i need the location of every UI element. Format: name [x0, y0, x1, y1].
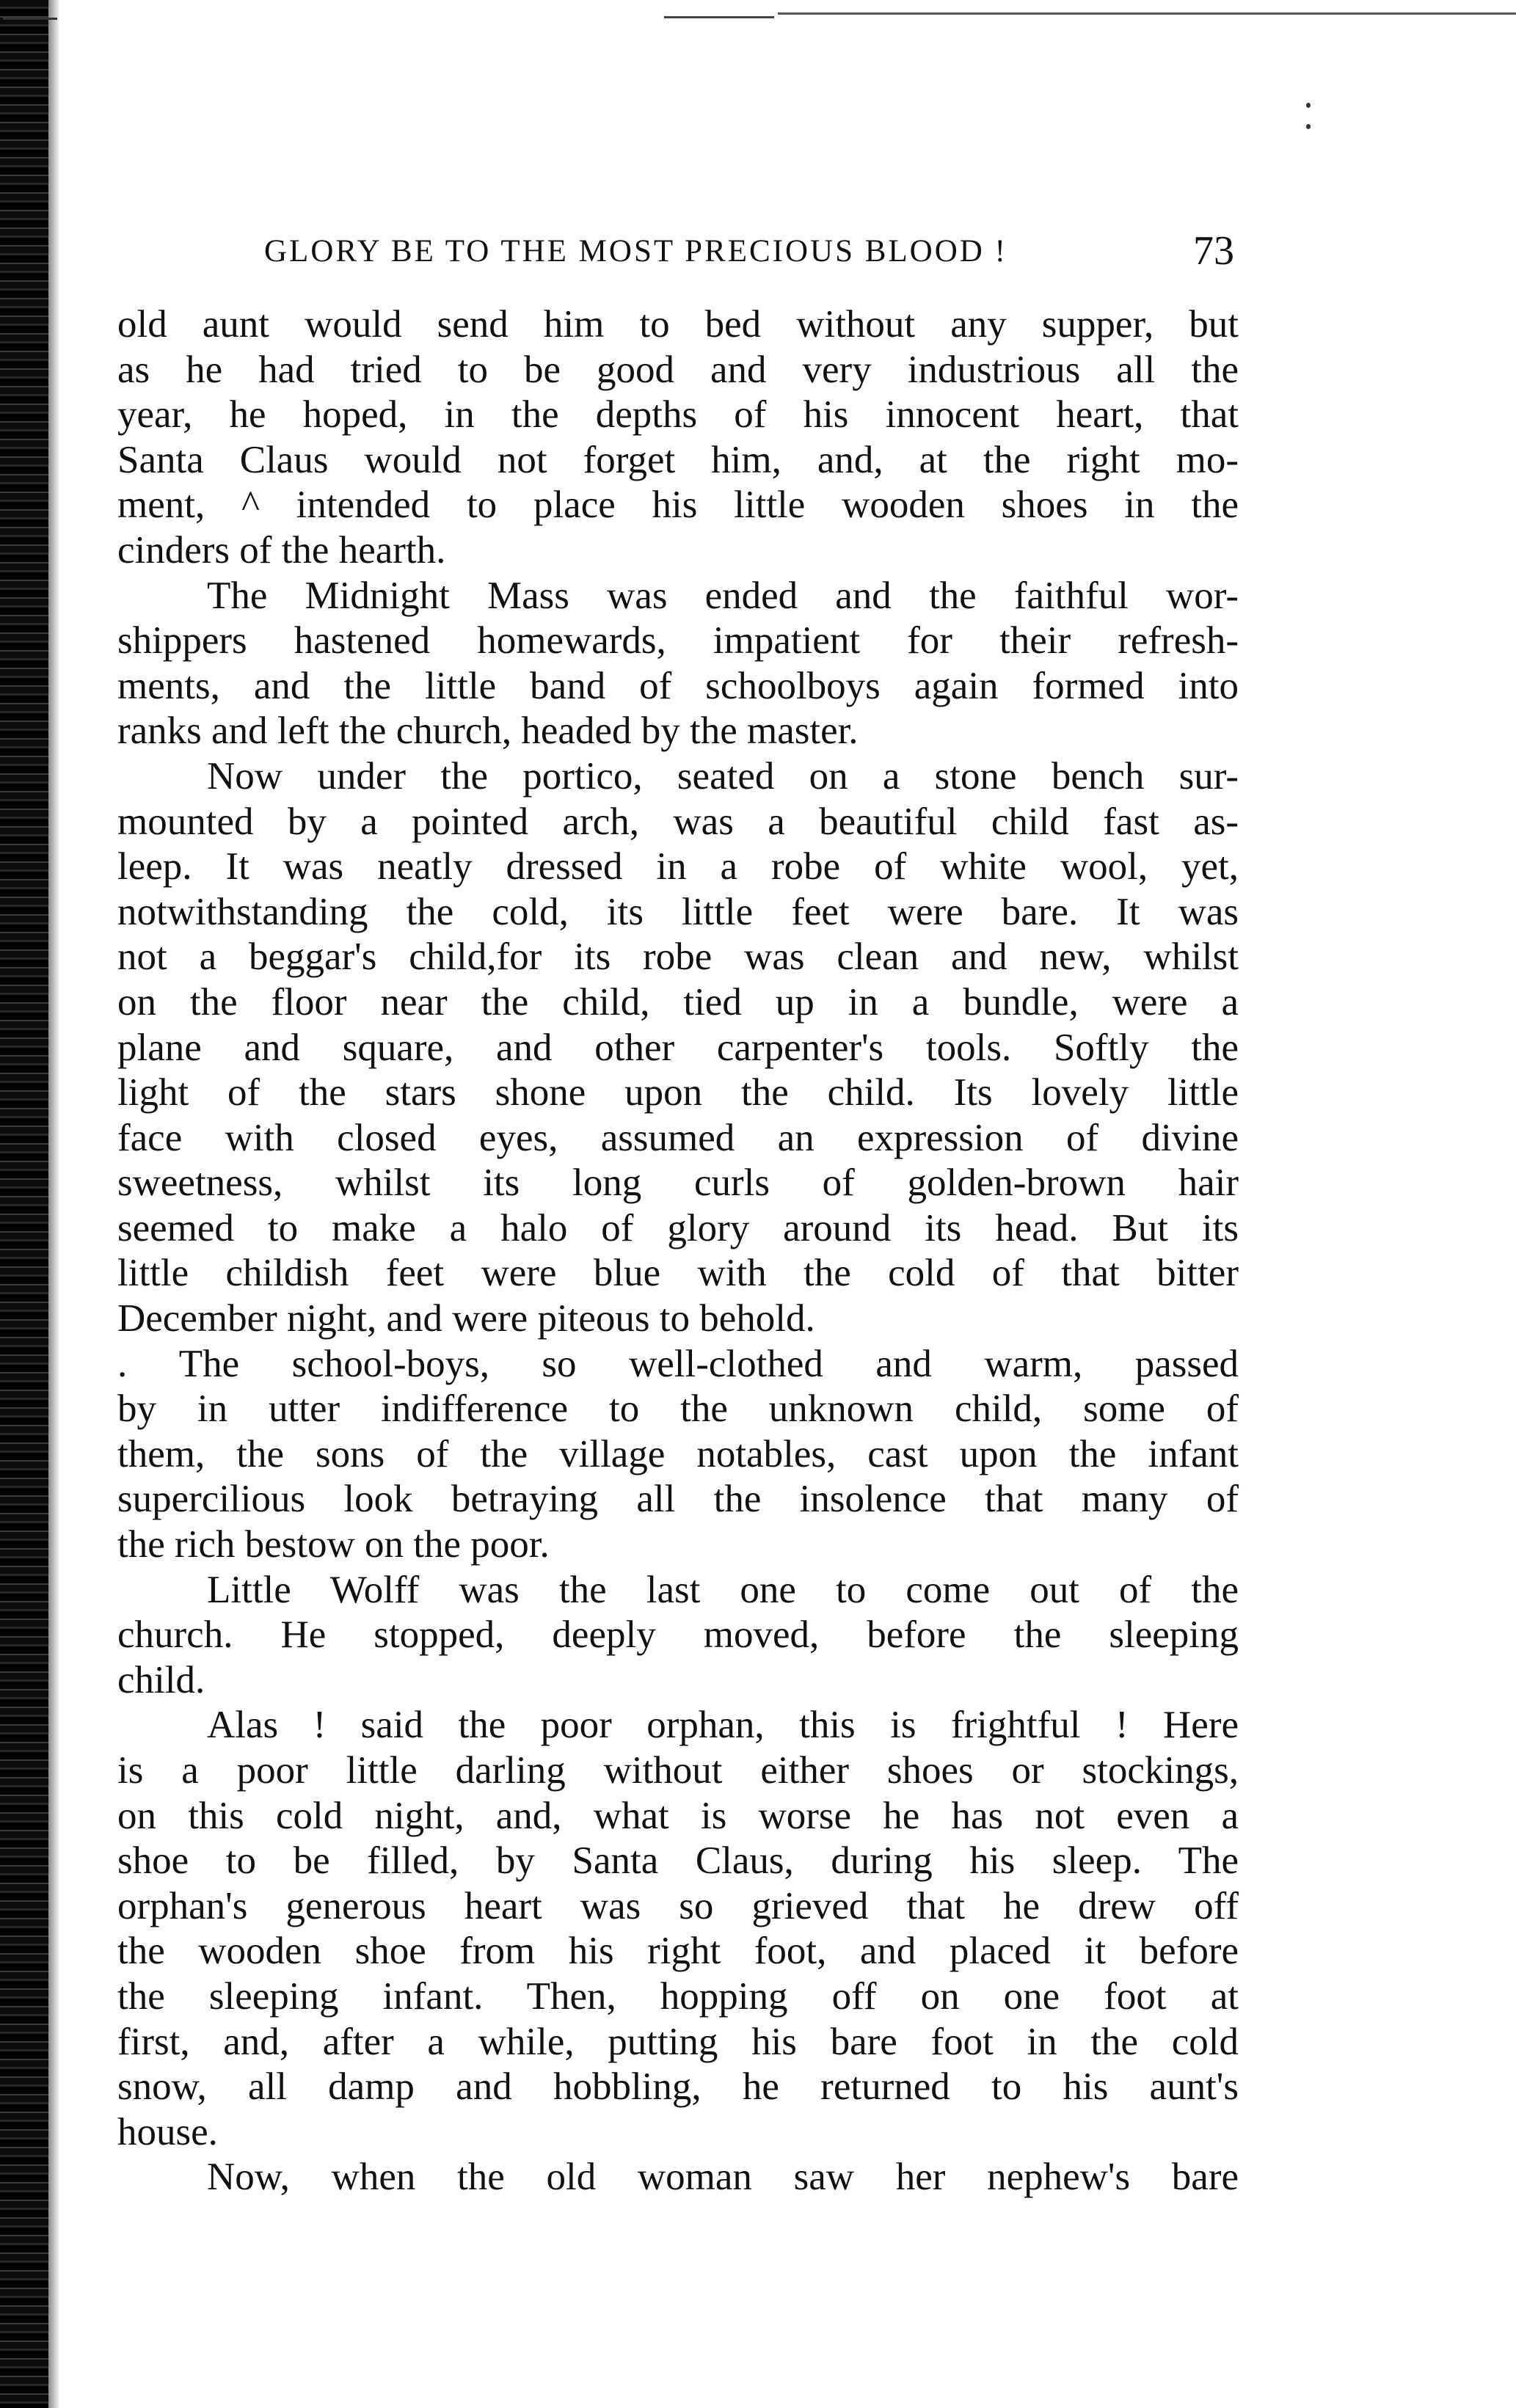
text-line: December night, and were piteous to behold. [117, 1297, 815, 1340]
text-line: shippers hastened homewards, impatient for their refresh- [117, 619, 1239, 663]
text-line: them, the sons of the village notables, cast upon the infant [117, 1432, 1239, 1475]
text-line: is a poor little darling without either shoes or stockings, [117, 1749, 1239, 1792]
text-line: face with closed eyes, assumed an expression of divine [117, 1116, 1239, 1159]
text-line: orphan's generous heart was so grieved that he drew off [117, 1884, 1239, 1927]
text-line: Little Wolff was the last one to come out of the [207, 1568, 1239, 1611]
text-line: Now under the portico, seated on a stone bench sur- [207, 754, 1239, 798]
text-line: Alas ! said the poor orphan, this is frightful ! Here [207, 1704, 1239, 1747]
text-line: notwithstanding the cold, its little feet were bare. It was [117, 890, 1239, 933]
text-line: house. [117, 2110, 218, 2153]
text-line: plane and square, and other carpenter's tools. Softly the [117, 1026, 1239, 1069]
text-line: The Midnight Mass was ended and the faithful wor- [207, 574, 1239, 617]
text-line: child. [117, 1658, 205, 1701]
text-line: Now, when the old woman saw her nephew's bare [207, 2156, 1239, 2199]
text-line: old aunt would send him to bed without any supper, but [117, 303, 1239, 346]
text-line: ranks and left the church, headed by the master. [117, 709, 859, 753]
text-line: not a beggar's child,for its robe was clean and new, whilst [117, 935, 1239, 979]
text-line: on this cold night, and, what is worse he has not even a [117, 1794, 1239, 1837]
text-line: seemed to make a halo of glory around its head. But its [117, 1206, 1239, 1249]
text-line: the sleeping infant. Then, hopping off on one foot at [117, 1974, 1239, 2018]
top-scan-rule [664, 16, 774, 18]
text-line: little childish feet were blue with the cold of that bitter [117, 1252, 1239, 1295]
text-line: ments, and the little band of schoolboys again formed into [117, 664, 1239, 707]
text-line: ment, ^ intended to place his little wooden shoes in the [117, 484, 1239, 527]
scan-corner-mark [3, 18, 57, 20]
text-line: the rich bestow on the poor. [117, 1523, 550, 1566]
text-line: year, he hoped, in the depths of his innocent heart, that [117, 393, 1239, 437]
text-line: Santa Claus would not forget him, and, at the right mo- [117, 438, 1239, 481]
text-line: mounted by a pointed arch, was a beautiful child fast as- [117, 800, 1239, 843]
text-line: leep. It was neatly dressed in a robe of white wool, yet, [117, 845, 1239, 889]
text-line: supercilious look betraying all the insolence that many of [117, 1478, 1239, 1521]
top-scan-rule [778, 12, 1516, 15]
text-line: sweetness, whilst its long curls of golden-brown hair [117, 1161, 1239, 1205]
text-line: snow, all damp and hobbling, he returned to his aunt's [117, 2065, 1239, 2109]
text-line: cinders of the hearth. [117, 528, 446, 572]
text-line: light of the stars shone upon the child. Its lovely little [117, 1071, 1239, 1114]
text-line: the wooden shoe from his right foot, and placed it before [117, 1930, 1239, 1973]
text-line: church. He stopped, deeply moved, before the sleeping [117, 1613, 1239, 1657]
body-text [117, 302, 1239, 2200]
running-head: GLORY BE TO THE MOST PRECIOUS BLOOD ! [264, 234, 1007, 269]
text-line: first, and, after a while, putting his bare foot in the cold [117, 2020, 1239, 2063]
text-line: shoe to be filled, by Santa Claus, during his sleep. The [117, 1839, 1239, 1883]
text-line: as he had tried to be good and very industrious all the [117, 348, 1239, 391]
text-line: by in utter indifference to the unknown child, some of [117, 1387, 1239, 1431]
scanned-page-edge [0, 0, 48, 2408]
text-line: on the floor near the child, tied up in a bundle, were a [117, 980, 1239, 1024]
text-line: . The school-boys, so well-clothed and warm, passed [117, 1342, 1239, 1385]
scan-speck-mark [1306, 103, 1312, 129]
page-number: 73 [1193, 228, 1234, 274]
